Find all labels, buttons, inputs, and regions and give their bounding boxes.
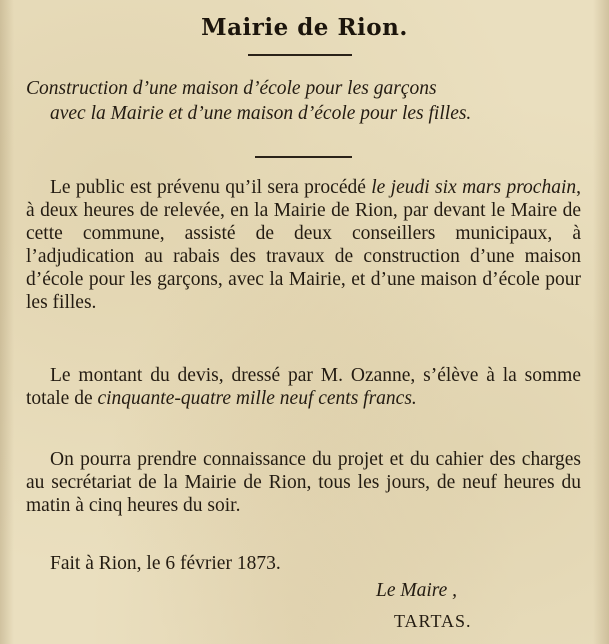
paragraph-1-text-b: , à deux heures de relevée, en la Mairie de Rion, par devant le Maire de cette commune, assisté de deux conseillers municipaux, à l’adjudication au rabais des travaux de construction d’une maison d’école pour les garçons, avec la Mairie, et d’une maison d’école pour les filles.: [26, 177, 582, 313]
paragraph-1-date: le jeudi six mars prochain: [371, 177, 577, 198]
page-edge-right: [593, 0, 609, 644]
page-edge-left: [0, 0, 14, 644]
subtitle-divider: [255, 156, 352, 158]
paragraph-2-text-a: Le montant du devis, dressé par M. Ozanne, s’élève à la somme totale de: [26, 365, 581, 409]
paragraph-1-text-a: Le public est prévenu qu’il sera procédé: [50, 177, 372, 198]
title-divider: [248, 54, 352, 56]
subtitle-line-2: avec la Mairie et d’une maison d’école pour les filles.: [50, 103, 472, 124]
paragraph-estimate: [26, 364, 581, 410]
paragraph-announcement: [26, 176, 581, 314]
notice-title: Mairie de Rion.: [201, 14, 408, 41]
signature-date: Fait à Rion, le 6 février 1873.: [50, 553, 281, 574]
signatory-role: Le Maire ,: [376, 580, 458, 601]
notice-subtitle: [26, 76, 581, 126]
paragraph-3-text: On pourra prendre connaissance du projet et du cahier des charges au secrétariat de la Mairie de Rion, tous les jours, de neuf heures du matin à cinq heures du soir.: [26, 449, 581, 516]
paragraph-consultation: [26, 448, 581, 517]
paragraph-2-amount: cinquante-quatre mille neuf cents francs.: [97, 388, 417, 409]
signatory-name: TARTAS.: [394, 611, 472, 631]
subtitle-line-1: Construction d’une maison d’école pour les garçons: [26, 78, 437, 99]
